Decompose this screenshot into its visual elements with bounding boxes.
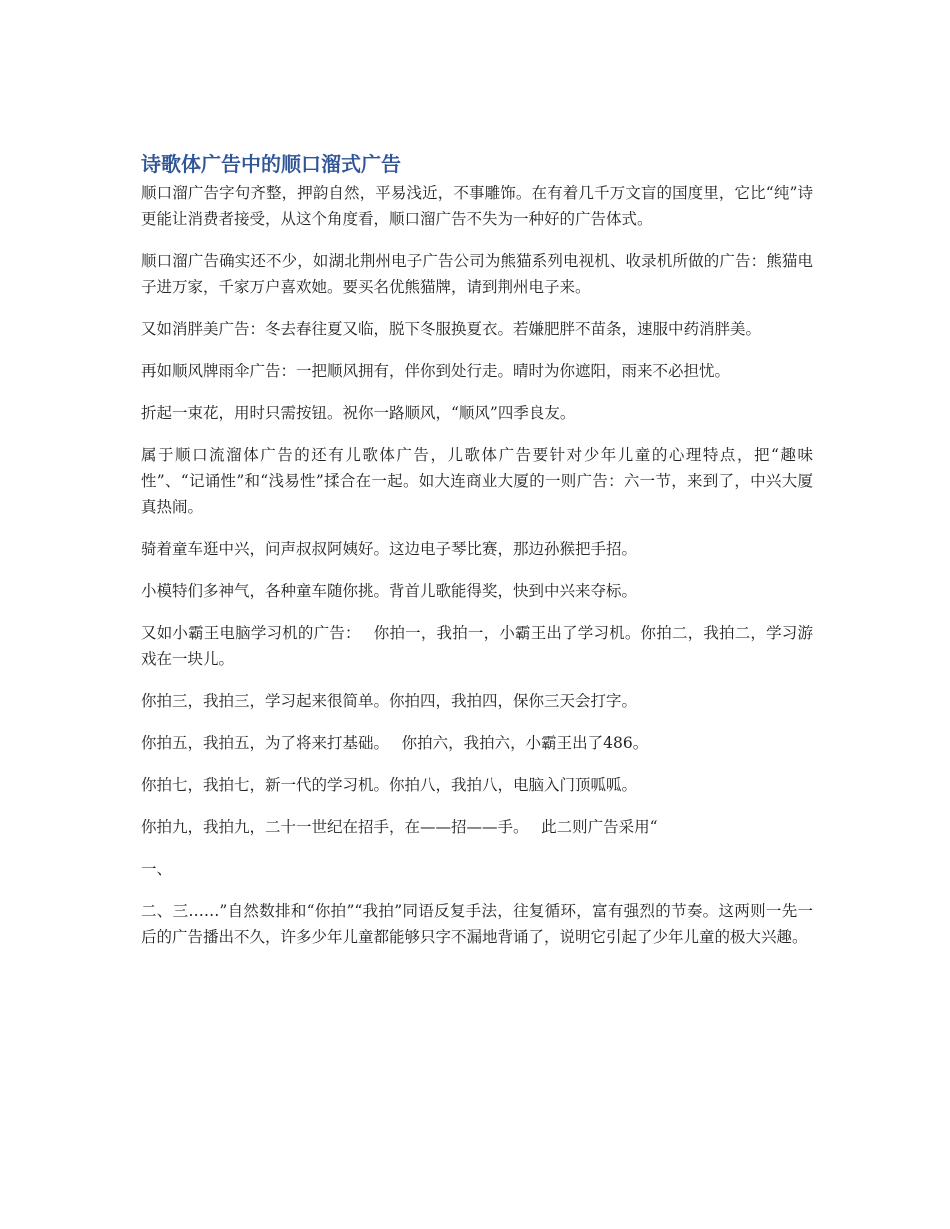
paragraph-9: 又如小霸王电脑学习机的广告： 你拍一，我拍一，小霸王出了学习机。你拍二，我拍二，学习游戏在一块儿。 <box>141 624 813 668</box>
paragraph-4: 再如顺风牌雨伞广告：一把顺风拥有，伴你到处行走。晴时为你遮阳，雨来不必担忧。 <box>141 362 731 380</box>
paragraph-5: 折起一束花，用时只需按钮。祝你一路顺风，“顺风”四季良友。 <box>141 404 576 422</box>
document-title: 诗歌体广告中的顺口溜式广告 <box>141 152 401 176</box>
paragraph-14: 一、 <box>141 860 173 878</box>
paragraph-11: 你拍五，我拍五，为了将来打基础。 你拍六，我拍六，小霸王出了486。 <box>141 734 649 752</box>
paragraph-10: 你拍三，我拍三，学习起来很简单。你拍四，我拍四，保你三天会打字。 <box>141 692 638 710</box>
document-body <box>141 150 813 966</box>
paragraph-15: 二、三……”自然数排和“你拍”“我拍”同语反复手法，往复循环，富有强烈的节奏。这两则一先一后的广告播出不久，许多少年儿童都能够只字不漏地背诵了，说明它引起了少年儿童的极大兴趣。 <box>141 902 813 946</box>
paragraph-1: 顺口溜广告字句齐整，押韵自然，平易浅近，不事雕饰。在有着几千万文盲的国度里，它比“纯”诗更能让消费者接受，从这个角度看，顺口溜广告不失为一种好的广告体式。 <box>141 184 813 228</box>
paragraph-12: 你拍七，我拍七，新一代的学习机。你拍八，我拍八，电脑入门顶呱呱。 <box>141 776 638 794</box>
paragraph-6: 属于顺口流溜体广告的还有儿歌体广告，儿歌体广告要针对少年儿童的心理特点，把“趣味性”、“记诵性”和“浅易性”揉合在一起。如大连商业大厦的一则广告：六一节，来到了，中兴大厦真热闹。 <box>141 446 813 516</box>
paragraph-13: 你拍九，我拍九，二十一世纪在招手，在——招——手。 此二则广告采用“ <box>141 818 658 836</box>
paragraph-3: 又如消胖美广告：冬去春往夏又临，脱下冬服换夏衣。若嫌肥胖不苗条，速服中药消胖美。 <box>141 320 762 338</box>
paragraph-2: 顺口溜广告确实还不少，如湖北荆州电子广告公司为熊猫系列电视机、收录机所做的广告：熊猫电子进万家，千家万户喜欢她。要买名优熊猫牌，请到荆州电子来。 <box>141 252 813 296</box>
paragraph-8: 小模特们多神气，各种童车随你挑。背首儿歌能得奖，快到中兴来夺标。 <box>141 582 638 600</box>
paragraph-7: 骑着童车逛中兴，问声叔叔阿姨好。这边电子琴比赛，那边孙猴把手招。 <box>141 540 638 558</box>
